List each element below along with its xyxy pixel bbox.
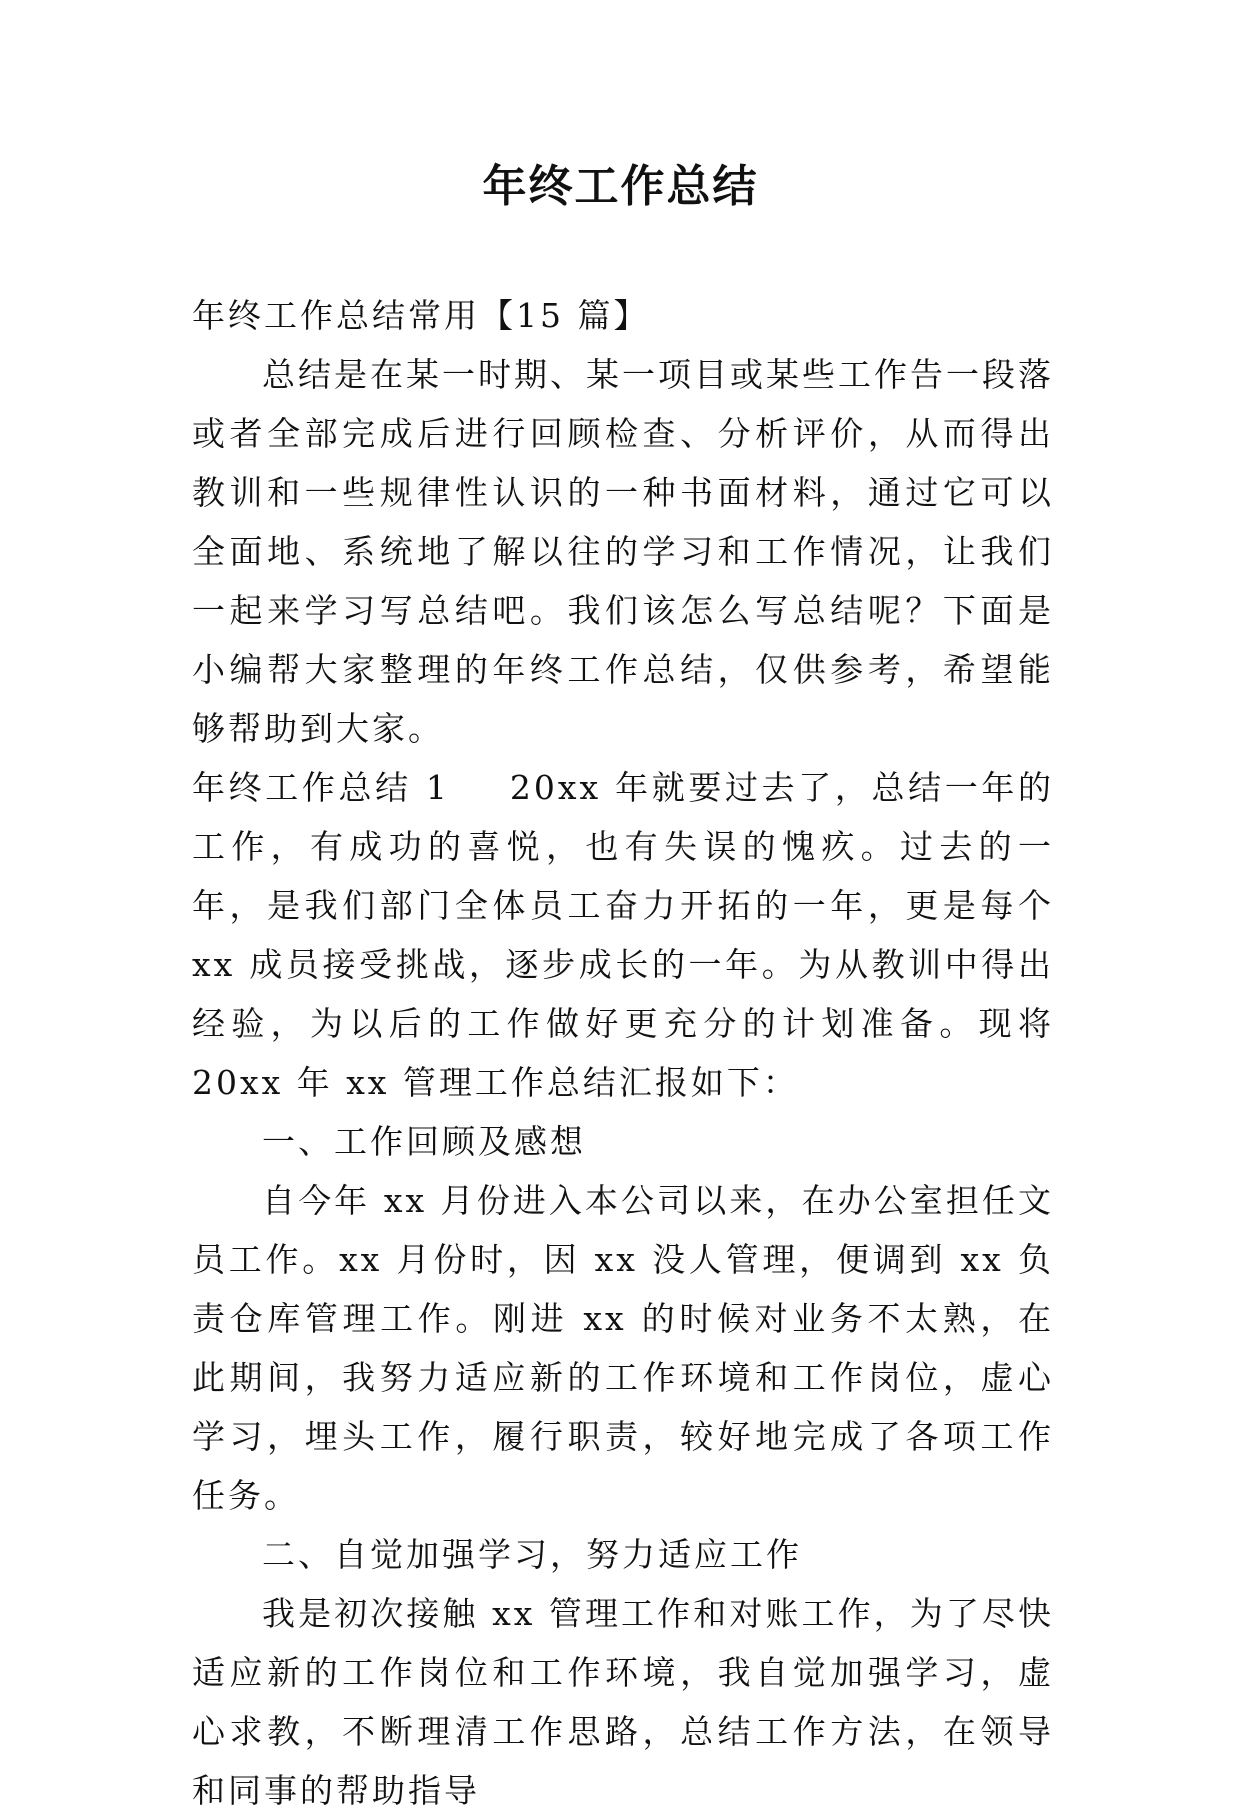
section-1-paragraph [192, 758, 1054, 1112]
document-subtitle: 年终工作总结常用【15 篇】 [192, 296, 650, 335]
heading-work-review: 一、工作回顾及感想 [262, 1122, 586, 1161]
section-1-label: 年终工作总结 1 [192, 768, 450, 807]
intro-paragraph: 总结是在某一时期、某一项目或某些工作告一段落或者全部完成后进行回顾检查、分析评价，从而得出教训和一些规律性认识的一种书面材料，通过它可以全面地、系统地了解以往的学习和工作情况，让我们一起来学习写总结吧。我们该怎么写总结呢？下面是小编帮大家整理的年终工作总结，仅供参考，希望能够帮助到大家。 [192, 355, 1054, 748]
section-1-lead: 20xx 年就要过去了，总结一年的工作，有成功的喜悦，也有失误的愧疚。过去的一年，是我们部门全体员工奋力开拓的一年，更是每个 xx 成员接受挑战，逐步成长的一年。为从教训中得出经验，为以后的工作做好更充分的计划准备。现将 20xx 年 xx 管理工作总结汇报如下： [192, 768, 1054, 1102]
paragraph-learning: 我是初次接触 xx 管理工作和对账工作，为了尽快适应新的工作岗位和工作环境，我自觉加强学习，虚心求教，不断理清工作思路，总结工作方法，在领导和同事的帮助指导 [192, 1594, 1054, 1810]
heading-learning: 二、自觉加强学习，努力适应工作 [262, 1535, 802, 1574]
paragraph-work-review: 自今年 xx 月份进入本公司以来，在办公室担任文员工作。xx 月份时，因 xx 没人管理，便调到 xx 负责仓库管理工作。刚进 xx 的时候对业务不太熟，在此期间，我努力适应新的工作环境和工作岗位，虚心学习，埋头工作，履行职责，较好地完成了各项工作任务。 [192, 1181, 1054, 1515]
document-body [192, 286, 1054, 1820]
document-title: 年终工作总结 [482, 161, 759, 212]
